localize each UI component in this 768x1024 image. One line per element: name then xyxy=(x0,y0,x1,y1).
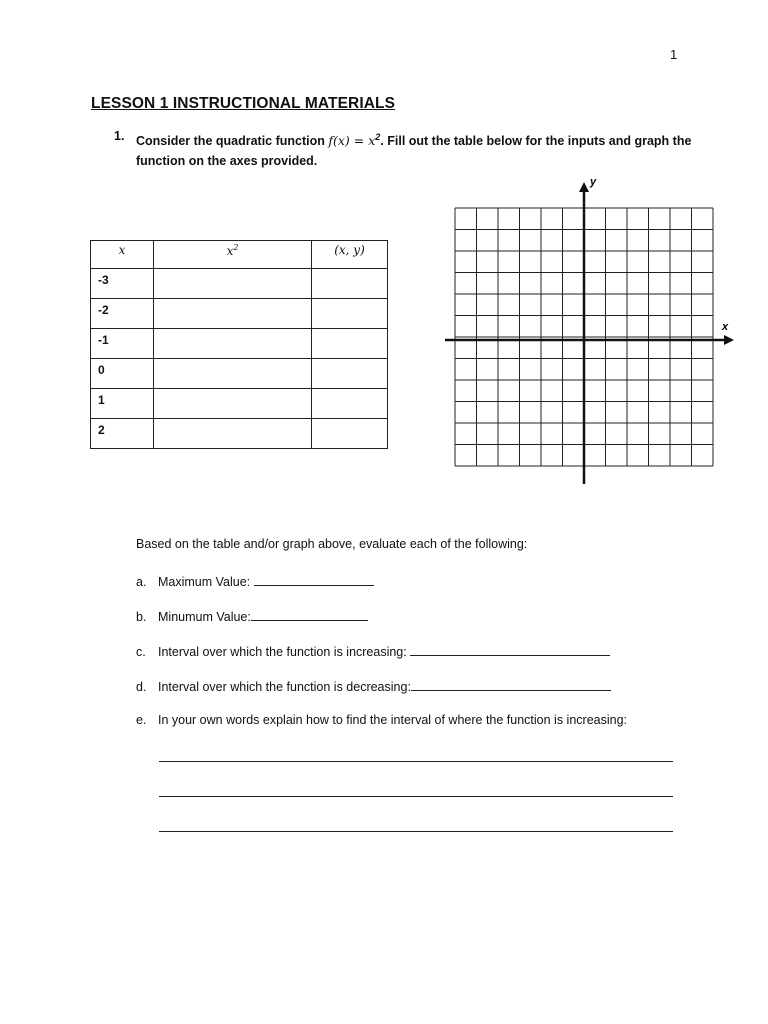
x-value-cell: 0 xyxy=(91,359,154,389)
ordered-pair-cell[interactable] xyxy=(312,359,388,389)
x-squared-cell[interactable] xyxy=(154,269,312,299)
item-text: Minumum Value: xyxy=(158,610,251,624)
x-squared-cell[interactable] xyxy=(154,329,312,359)
increasing-interval-blank[interactable] xyxy=(410,643,610,656)
item-letter: b. xyxy=(136,610,147,624)
question-number: 1. xyxy=(114,129,125,143)
table-row xyxy=(91,359,388,389)
table-row xyxy=(91,389,388,419)
x-value-cell: -2 xyxy=(91,299,154,329)
x-squared-cell[interactable] xyxy=(154,299,312,329)
item-text: Maximum Value: xyxy=(158,575,254,589)
item-text: Interval over which the function is decreasing: xyxy=(158,680,411,694)
x-squared-cell[interactable] xyxy=(154,419,312,449)
y-axis-arrow-icon xyxy=(579,182,589,192)
answer-line[interactable] xyxy=(159,796,673,797)
table-header-row xyxy=(91,241,388,269)
list-item-b xyxy=(136,608,368,624)
page-title: LESSON 1 INSTRUCTIONAL MATERIALS xyxy=(91,95,396,112)
x-value-cell: 2 xyxy=(91,419,154,449)
x-squared-cell[interactable] xyxy=(154,359,312,389)
y-axis-label: y xyxy=(590,176,597,188)
x-axis-arrow-icon xyxy=(724,335,734,345)
coordinate-grid[interactable] xyxy=(440,174,740,486)
table-row xyxy=(91,269,388,299)
header-x-squared xyxy=(154,241,312,269)
item-letter: a. xyxy=(136,575,147,589)
item-text: Interval over which the function is increasing: xyxy=(158,645,411,659)
maximum-value-blank[interactable] xyxy=(254,573,374,586)
item-letter: d. xyxy=(136,680,147,694)
header-x-squared-base: x xyxy=(226,244,234,258)
answer-line[interactable] xyxy=(159,761,673,762)
table-row xyxy=(91,329,388,359)
function-expression: f(x) = x xyxy=(328,133,376,149)
ordered-pair-cell[interactable] xyxy=(312,329,388,359)
x-value-cell: -3 xyxy=(91,269,154,299)
ordered-pair-cell[interactable] xyxy=(312,299,388,329)
question-text-before: Consider the quadratic function xyxy=(136,134,329,149)
item-text: In your own words explain how to find the interval of where the function is increasing: xyxy=(158,713,628,727)
values-table xyxy=(90,240,388,449)
x-value-cell: -1 xyxy=(91,329,154,359)
evaluation-prompt: Based on the table and/or graph above, evaluate each of the following: xyxy=(136,537,528,551)
item-letter: c. xyxy=(136,645,146,659)
x-value-cell: 1 xyxy=(91,389,154,419)
header-x: x xyxy=(91,241,154,269)
list-item-a xyxy=(136,573,374,589)
item-letter: e. xyxy=(136,713,147,727)
list-item-c xyxy=(136,643,610,659)
minimum-value-blank[interactable] xyxy=(251,608,368,621)
ordered-pair-cell[interactable] xyxy=(312,419,388,449)
list-item-e xyxy=(136,713,627,727)
x-squared-cell[interactable] xyxy=(154,389,312,419)
ordered-pair-cell[interactable] xyxy=(312,269,388,299)
list-item-d xyxy=(136,678,611,694)
function-exponent: 2 xyxy=(375,132,381,142)
ordered-pair-cell[interactable] xyxy=(312,389,388,419)
question-text-after: . Fill out the table below for the inputs and graph the function on the axes provided. xyxy=(136,134,692,169)
decreasing-interval-blank[interactable] xyxy=(411,678,611,691)
table-row xyxy=(91,419,388,449)
table-row xyxy=(91,299,388,329)
header-ordered-pair: (x, y) xyxy=(312,241,388,269)
page-number: 1 xyxy=(670,47,678,62)
header-x-squared-exponent: 2 xyxy=(233,243,239,252)
answer-line[interactable] xyxy=(159,831,673,832)
x-axis-label: x xyxy=(722,321,729,333)
question-text xyxy=(136,127,696,171)
